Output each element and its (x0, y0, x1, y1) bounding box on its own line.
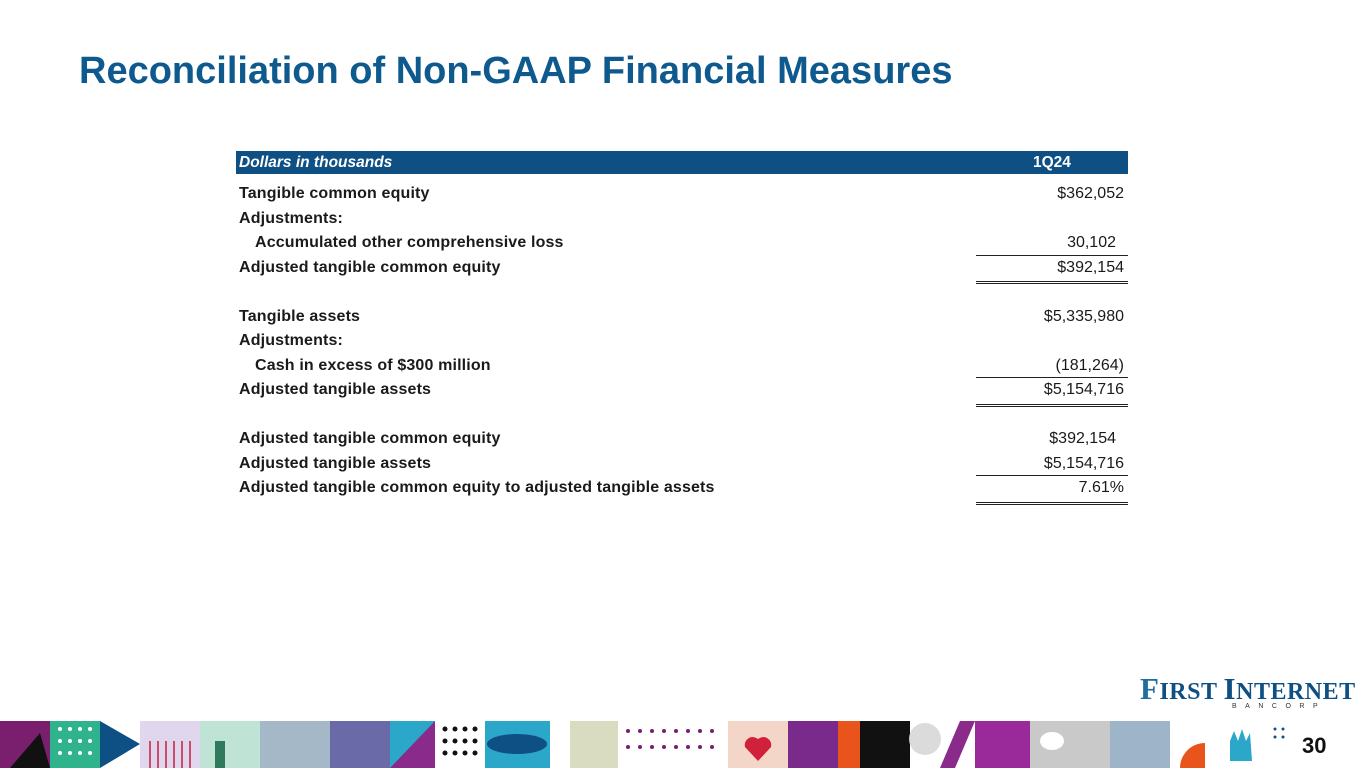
row-label: Tangible common equity (239, 185, 430, 202)
row-label: Adjusted tangible common equity (239, 430, 501, 447)
row-value: $5,154,716 (1043, 381, 1124, 398)
company-logo (1140, 671, 1356, 707)
table-row (236, 427, 1128, 452)
row-value: $5,335,980 (1043, 307, 1124, 325)
row-label: Adjusted tangible common equity to adjusted tangible assets (239, 479, 715, 496)
row-value: (181,264) (1055, 356, 1124, 374)
row-label: Adjusted tangible assets (239, 381, 432, 398)
row-value: $392,154 (1049, 430, 1116, 447)
spacer-row (236, 403, 1128, 428)
table-row (236, 476, 1128, 501)
row-value: 7.61% (1078, 479, 1124, 496)
table-row (236, 452, 1128, 477)
table-row (236, 207, 1128, 232)
row-label: Adjustments: (239, 332, 344, 349)
row-value: $5,154,716 (1043, 454, 1124, 472)
logo-first-letter: F (1140, 671, 1160, 706)
logo-word-1: IRST (1159, 679, 1224, 705)
row-value: 30,102 (1067, 234, 1116, 251)
row-label: Adjusted tangible assets (239, 454, 432, 472)
decorative-footer-strip (0, 721, 1365, 768)
table-row (236, 329, 1128, 354)
page-title: Reconciliation of Non-GAAP Financial Measures (79, 50, 953, 92)
table-header (236, 151, 1128, 174)
row-label: Tangible assets (239, 307, 361, 325)
spacer-row (236, 280, 1128, 305)
table-row (236, 256, 1128, 281)
row-label: Cash in excess of $300 million (255, 356, 491, 374)
row-value: $362,052 (1057, 185, 1124, 202)
table-row (236, 354, 1128, 379)
page-number: 30 (1302, 733, 1327, 758)
reconciliation-table (236, 151, 1128, 501)
logo-word-2-initial: I (1223, 671, 1237, 706)
row-value: $392,154 (1057, 258, 1124, 276)
table-row (236, 305, 1128, 330)
header-label: Dollars in thousands (239, 154, 393, 171)
logo-subtitle: BANCORP (1232, 703, 1327, 710)
table-row (236, 378, 1128, 403)
table-row (236, 182, 1128, 207)
row-label: Adjustments: (239, 209, 344, 227)
table-row (236, 231, 1128, 256)
header-period: 1Q24 (1033, 154, 1071, 171)
row-label: Accumulated other comprehensive loss (255, 234, 564, 251)
double-underline (976, 502, 1128, 505)
logo-word-2: NTERNET (1236, 679, 1356, 705)
row-label: Adjusted tangible common equity (239, 258, 501, 276)
